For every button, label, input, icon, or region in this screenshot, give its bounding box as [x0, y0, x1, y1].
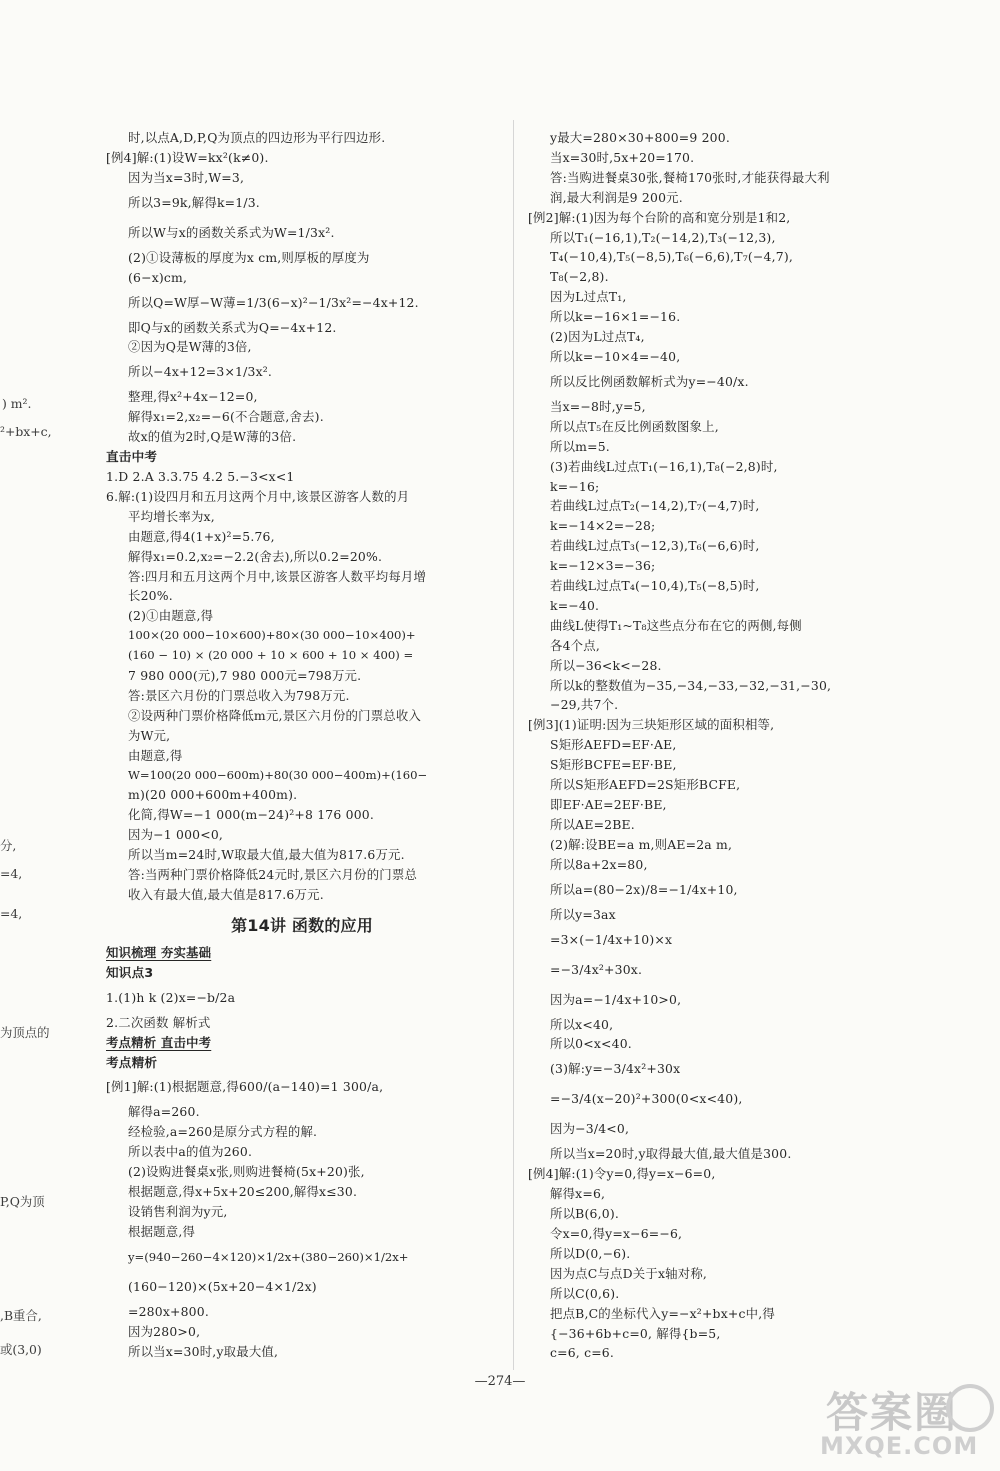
text-line: 考点精析 直击中考	[106, 1034, 212, 1050]
text-line: 所以当x=20时,y取得最大值,最大值是300.	[550, 1146, 792, 1162]
text-line: 所以B(6,0).	[550, 1206, 619, 1222]
text-line: c=6, c=6.	[550, 1345, 615, 1361]
text-line: 所以3=9k,解得k=1/3.	[128, 194, 260, 210]
text-line: (3)解:y=−3/4x²+30x	[550, 1061, 681, 1077]
text-line: T₈(−2,8).	[550, 269, 609, 285]
text-line: 所以S矩形AEFD=2S矩形BCFE,	[550, 777, 741, 793]
text-line: 令x=0,得y=x−6=−6,	[550, 1225, 683, 1241]
text-line: [例1]解:(1)根据题意,得600/(a−140)=1 300/a,	[106, 1079, 384, 1095]
text-line: 根据题意,得	[128, 1223, 196, 1239]
text-line: 时,以点A,D,P,Q为顶点的四边形为平行四边形.	[128, 130, 386, 145]
column-divider	[513, 120, 514, 1370]
text-line: S矩形BCFE=EF·BE,	[550, 757, 677, 773]
text-line: 答:景区六月份的门票总收入为798万元.	[128, 687, 350, 703]
text-line: y=(940−260−4×120)×1/2x+(380−260)×1/2x+	[128, 1249, 409, 1264]
text-line: 收入有最大值,最大值是817.6万元.	[128, 887, 324, 902]
text-line: 当x=30时,5x+20=170.	[550, 149, 695, 165]
right-column	[528, 128, 920, 1363]
text-line: 所以当x=30时,y取最大值,	[128, 1343, 279, 1359]
text-line: 因为−1 000<0,	[128, 827, 224, 843]
text-line: 所以a=(80−2x)/8=−1/4x+10,	[550, 881, 738, 897]
text-line: 曲线L使得T₁~T₈这些点分布在它的两侧,每侧	[550, 617, 802, 633]
text-line: T₄(−10,4),T₅(−8,5),T₆(−6,6),T₇(−4,7),	[550, 249, 793, 265]
text-line: k=−12×3=−36;	[550, 558, 656, 574]
watermark-title: 答案圈	[826, 1388, 959, 1437]
text-line: [例4]解:(1)设W=kx²(k≠0).	[106, 149, 269, 165]
text-line: 答:四月和五月这两个月中,该景区游客人数平均每月增	[128, 568, 427, 584]
text-line: 当x=−8时,y=5,	[550, 398, 646, 414]
page-number: —274—	[474, 1374, 526, 1389]
edge-fragment: 或(3,0)	[0, 1342, 42, 1357]
text-line: −29,共7个.	[550, 697, 619, 713]
text-line: k=−16;	[550, 478, 600, 494]
watermark-seal-icon	[946, 1384, 994, 1432]
text-line: 根据题意,得x+5x+20≤200,解得x≤30.	[128, 1184, 358, 1200]
text-line: (2)①设薄板的厚度为x cm,则厚板的厚度为	[128, 249, 370, 265]
text-line: k=−14×2=−28;	[550, 518, 656, 534]
text-line: 故x的值为2时,Q是W薄的3倍.	[128, 429, 297, 445]
text-line: 所以AE=2BE.	[550, 816, 635, 832]
text-line: 100×(20 000−10×600)+80×(30 000−10×400)+	[128, 628, 416, 643]
text-line: =280x+800.	[128, 1303, 209, 1319]
edge-fragment: =4,	[0, 866, 23, 881]
text-line: 所以0<x<40.	[550, 1036, 632, 1052]
text-line: 平均增长率为x,	[128, 508, 215, 524]
text-line: 化简,得W=−1 000(m−24)²+8 176 000.	[128, 807, 374, 823]
text-line: 因为280>0,	[128, 1323, 201, 1339]
text-line: 知识梳理 夯实基础	[106, 944, 212, 960]
text-line: 解得x₁=0.2,x₂=−2.2(舍去),所以0.2=20%.	[128, 548, 383, 564]
text-line: 解得x=6,	[550, 1186, 606, 1202]
text-line: 所以−4x+12=3×1/3x².	[128, 364, 273, 380]
text-line: 直击中考	[106, 449, 158, 465]
text-line: 所以k的整数值为−35,−34,−33,−32,−31,−30,	[550, 677, 832, 693]
text-line: 经检验,a=260是原分式方程的解.	[128, 1124, 318, 1140]
text-line: 由题意,得4(1+x)²=5.76,	[128, 528, 275, 544]
text-line: 所以x<40,	[550, 1016, 614, 1032]
text-line: 2.二次函数 解析式	[106, 1014, 211, 1030]
edge-fragment: ) m².	[2, 396, 32, 411]
text-line: 由题意,得	[128, 747, 183, 763]
text-line: 所以k=−16×1=−16.	[550, 309, 681, 325]
text-line: W=100(20 000−600m)+80(30 000−400m)+(160−	[128, 767, 428, 782]
text-line: 考点精析	[106, 1054, 158, 1070]
text-line: 润,最大利润是9 200元.	[550, 189, 683, 205]
text-line: 因为当x=3时,W=3,	[128, 169, 245, 185]
edge-fragment: =4,	[0, 906, 23, 921]
text-line: 若曲线L过点T₂(−14,2),T₇(−4,7)时,	[550, 498, 760, 514]
text-line: 所以反比例函数解析式为y=−40/x.	[550, 373, 749, 389]
text-line: 第14讲 函数的应用	[231, 915, 373, 935]
text-line: (2)解:设BE=a m,则AE=2a m,	[550, 836, 733, 852]
text-line: 所以D(0,−6).	[550, 1245, 631, 1261]
text-line: 所以m=5.	[550, 438, 610, 454]
text-line: S矩形AEFD=EF·AE,	[550, 737, 677, 753]
text-line: =3×(−1/4x+10)×x	[550, 931, 673, 947]
text-line: 把点B,C的坐标代入y=−x²+bx+c中,得	[550, 1305, 775, 1321]
text-line: {−36+6b+c=0, 解得{b=5,	[550, 1325, 721, 1341]
edge-fragment: P,Q为顶	[0, 1194, 45, 1209]
text-line: 为W元,	[128, 727, 171, 743]
text-line: =−3/4x²+30x.	[550, 961, 643, 977]
text-line: 答:当购进餐桌30张,餐椅170张时,才能获得最大利	[550, 169, 830, 185]
watermark-url: MXQE.COM	[820, 1432, 979, 1460]
text-line: 1.(1)h k (2)x=−b/2a	[106, 989, 236, 1005]
text-line: 所以点T₅在反比例函数图象上,	[550, 418, 719, 434]
text-line: (160−120)×(5x+20−4×1/2x)	[128, 1278, 317, 1294]
text-line: =−3/4(x−20)²+300(0<x<40),	[550, 1091, 743, 1107]
text-line: 所以表中a的值为260.	[128, 1144, 253, 1160]
text-line: 即EF·AE=2EF·BE,	[550, 797, 667, 812]
text-line: 长20%.	[128, 588, 173, 604]
text-line: 知识点3	[106, 964, 154, 980]
text-line: 所以当m=24时,W取最大值,最大值为817.6万元.	[128, 847, 405, 863]
text-line: 所以W与x的函数关系式为W=1/3x².	[128, 224, 335, 240]
text-line: y最大=280×30+800=9 200.	[550, 130, 730, 145]
text-line: 因为−3/4<0,	[550, 1121, 630, 1137]
text-line: 解得x₁=2,x₂=−6(不合题意,舍去).	[128, 409, 324, 425]
text-line: 设销售利润为y元,	[128, 1203, 228, 1219]
text-line: (2)因为L过点T₄,	[550, 329, 645, 345]
text-line: 所以−36<k<−28.	[550, 657, 662, 673]
edge-fragment: ,B重合,	[0, 1308, 42, 1323]
text-line: 因为L过点T₁,	[550, 289, 627, 305]
text-line: 所以Q=W厚−W薄=1/3(6−x)²−1/3x²=−4x+12.	[128, 294, 419, 310]
left-column	[106, 128, 498, 1362]
text-line: 所以8a+2x=80,	[550, 856, 648, 872]
text-line: 答:当两种门票价格降低24元时,景区六月份的门票总	[128, 867, 418, 883]
text-line: [例4]解:(1)令y=0,得y=x−6=0,	[528, 1166, 716, 1182]
edge-fragment: 为顶点的	[0, 1025, 50, 1040]
text-line: [例2]解:(1)因为每个台阶的高和宽分别是1和2,	[528, 209, 791, 225]
text-line: 若曲线L过点T₄(−10,4),T₅(−8,5)时,	[550, 578, 760, 594]
text-line: 因为点C与点D关于x轴对称,	[550, 1265, 708, 1281]
text-line: 所以y=3ax	[550, 906, 616, 922]
text-line: 整理,得x²+4x−12=0,	[128, 389, 258, 405]
text-line: (3)若曲线L过点T₁(−16,1),T₈(−2,8)时,	[550, 458, 778, 474]
text-line: ②设两种门票价格降低m元,景区六月份的门票总收入	[128, 707, 422, 723]
text-line: 所以C(0,6).	[550, 1285, 620, 1301]
watermark-logo	[796, 1380, 996, 1468]
text-line: [例3](1)证明:因为三块矩形区域的面积相等,	[528, 717, 775, 733]
text-line: 即Q与x的函数关系式为Q=−4x+12.	[128, 319, 337, 335]
text-line: 所以T₁(−16,1),T₂(−14,2),T₃(−12,3),	[550, 229, 776, 245]
text-line: 解得a=260.	[128, 1104, 200, 1120]
text-line: k=−40.	[550, 597, 600, 613]
text-line: 若曲线L过点T₃(−12,3),T₆(−6,6)时,	[550, 538, 760, 554]
text-line: 所以k=−10×4=−40,	[550, 348, 681, 364]
edge-fragment: ²+bx+c,	[0, 424, 52, 439]
text-line: ②因为Q是W薄的3倍,	[128, 339, 252, 355]
text-line: 7 980 000(元),7 980 000元=798万元.	[128, 668, 362, 684]
text-line: m)(20 000+600m+400m).	[128, 787, 298, 803]
text-line: 1.D 2.A 3.3.75 4.2 5.−3<x<1	[106, 468, 295, 484]
text-line: 各4个点,	[550, 637, 600, 653]
text-line: 6.解:(1)设四月和五月这两个月中,该景区游客人数的月	[106, 488, 410, 504]
text-line: (6−x)cm,	[128, 269, 188, 285]
text-line: (160 − 10) × (20 000 + 10 × 600 + 10 × 400) =	[128, 648, 414, 663]
text-line: 因为a=−1/4x+10>0,	[550, 991, 682, 1007]
text-line: (2)设购进餐桌x张,则购进餐椅(5x+20)张,	[128, 1164, 365, 1180]
text-line: (2)①由题意,得	[128, 608, 214, 624]
edge-fragment: 分,	[0, 838, 17, 853]
